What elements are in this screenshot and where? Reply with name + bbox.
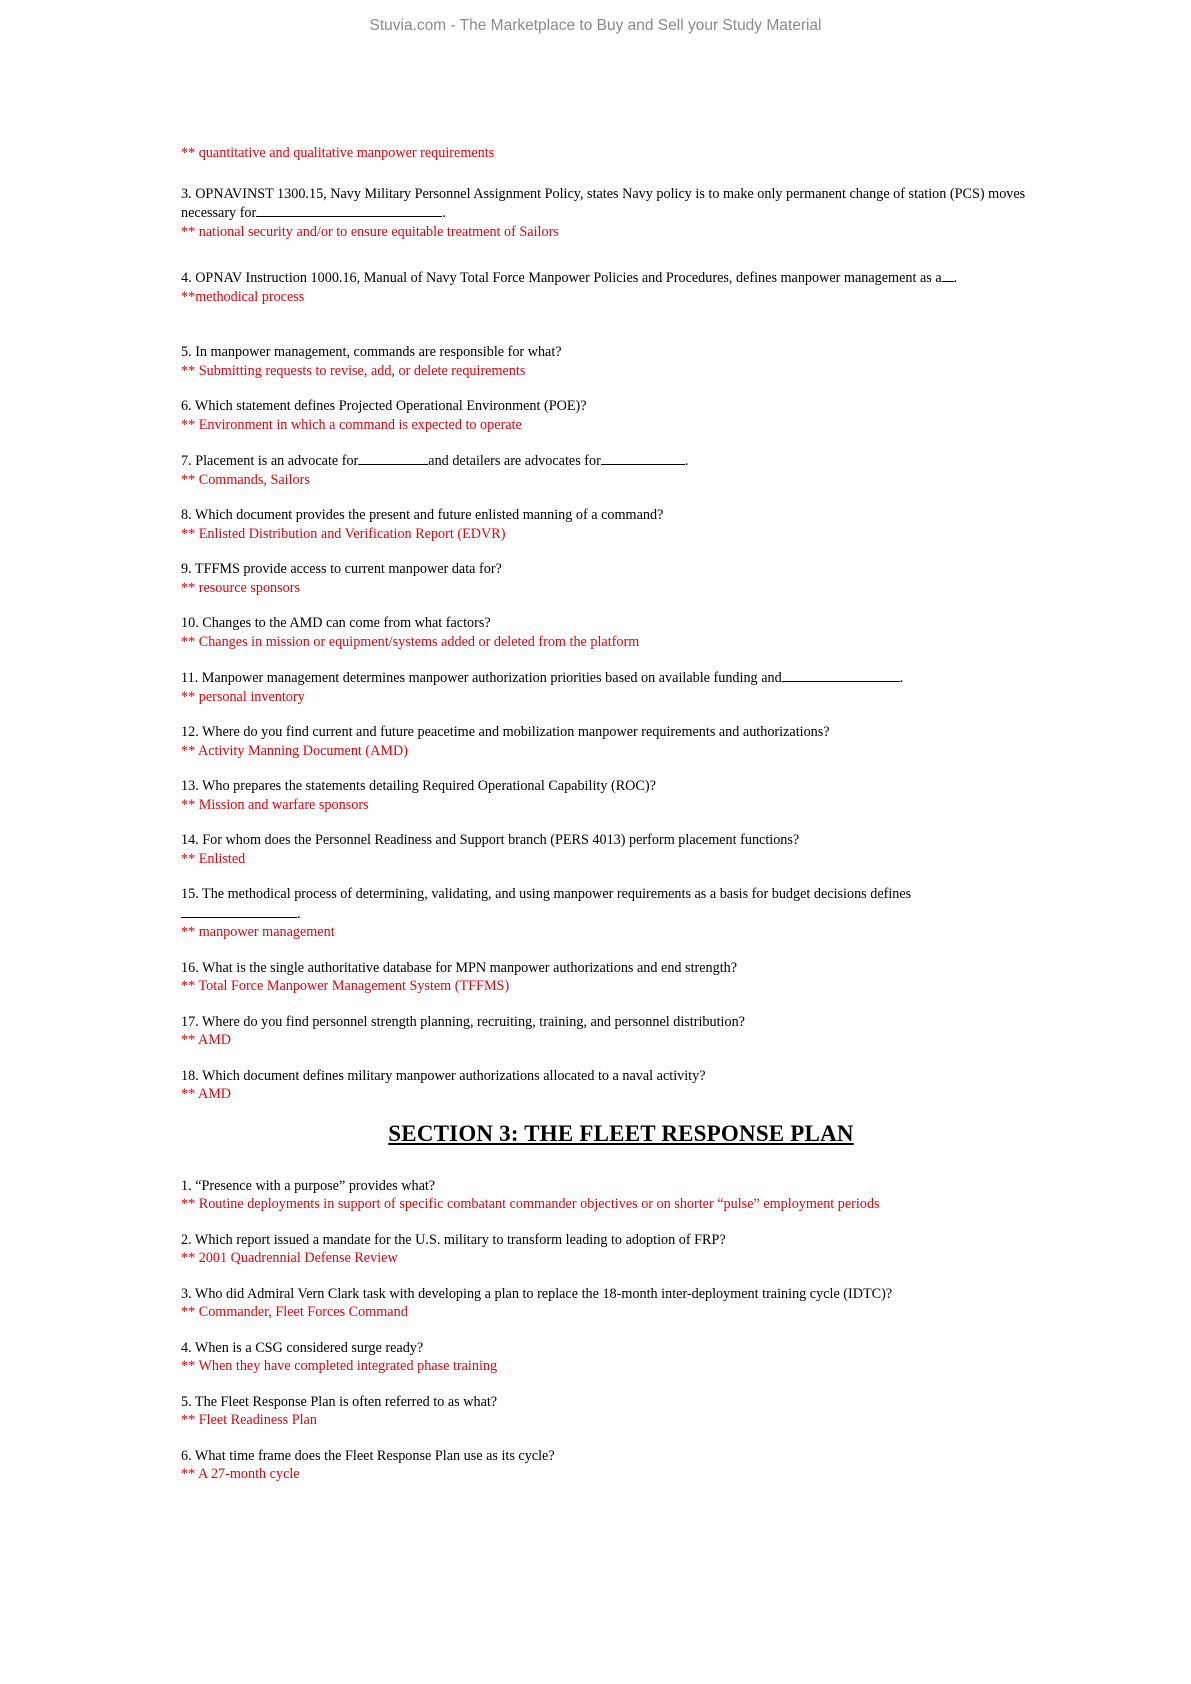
question-text: 1. “Presence with a purpose” provides what? xyxy=(181,1177,436,1194)
answer-blank xyxy=(942,268,954,282)
question-text: 4. When is a CSG considered surge ready? xyxy=(181,1339,424,1356)
question-text: 6. What time frame does the Fleet Response Plan use as its cycle? xyxy=(181,1447,555,1464)
qa-item xyxy=(181,1013,1061,1050)
answer-text: ** Fleet Readiness Plan xyxy=(181,1412,317,1428)
question-text xyxy=(181,185,1061,223)
question-text: 17. Where do you find personnel strength planning, recruiting, training, and personnel distribution? xyxy=(181,1013,745,1030)
qa-item xyxy=(181,885,1061,942)
qa-item xyxy=(181,1393,1061,1430)
qa-item xyxy=(181,1177,1061,1214)
answer-text: ** Enlisted xyxy=(181,850,246,867)
answer-text: ** Commands, Sailors xyxy=(181,471,310,488)
qa-item xyxy=(181,560,1061,597)
answer-text: **methodical process xyxy=(181,288,305,305)
answer-text: ** Mission and warfare sponsors xyxy=(181,796,369,813)
answer-text: ** national security and/or to ensure equitable treatment of Sailors xyxy=(181,223,559,240)
question-text: 18. Which document defines military manpower authorizations allocated to a naval activity? xyxy=(181,1067,706,1084)
answer-text: ** manpower management xyxy=(181,924,335,940)
question-text: 14. For whom does the Personnel Readiness and Support branch (PERS 4013) perform placement functions? xyxy=(181,832,800,848)
qa-item xyxy=(181,268,1061,306)
answer-blank xyxy=(601,451,685,465)
qa-item xyxy=(181,506,1061,543)
qa-item xyxy=(181,343,1061,380)
qa-item xyxy=(181,1339,1061,1376)
question-text: 10. Changes to the AMD can come from what factors? xyxy=(181,615,491,631)
answer-text: ** A 27-month cycle xyxy=(181,1466,300,1482)
document-body xyxy=(181,144,1061,1501)
answer-text: ** Environment in which a command is expected to operate xyxy=(181,416,522,433)
qa-item xyxy=(181,777,1061,814)
qa-item xyxy=(181,668,1061,706)
answer-text: ** quantitative and qualitative manpower requirements xyxy=(181,145,495,161)
answer-text: ** Changes in mission or equipment/systems added or deleted from the platform xyxy=(181,633,640,650)
answer-text: ** 2001 Quadrennial Defense Review xyxy=(181,1250,398,1266)
question-end: . xyxy=(899,670,904,686)
answer-blank xyxy=(782,668,900,682)
answer-blank xyxy=(256,203,442,217)
section-heading: SECTION 3: THE FLEET RESPONSE PLAN xyxy=(388,1120,854,1146)
qa-item xyxy=(181,1447,1061,1484)
answer-blank xyxy=(358,451,428,465)
answer-text: ** Total Force Manpower Management System (TFFMS) xyxy=(181,978,510,994)
question-text: 6. Which statement defines Projected Operational Environment (POE)? xyxy=(181,398,587,414)
question-label: 4. OPNAV Instruction 1000.16, Manual of Navy Total Force Manpower Policies and Procedures, defines manpower management as a xyxy=(181,270,942,286)
question-end: . xyxy=(684,453,689,469)
question-text: 9. TFFMS provide access to current manpower data for? xyxy=(181,561,502,577)
question-end: . xyxy=(297,905,301,922)
qa-item xyxy=(181,1285,1061,1322)
question-label: 11. Manpower management determines manpower authorization priorities based on available funding and xyxy=(181,670,782,686)
answer-text: ** When they have completed integrated phase training xyxy=(181,1358,498,1374)
answer-text: ** Enlisted Distribution and Verification Report (EDVR) xyxy=(181,525,506,542)
qa-item xyxy=(181,185,1061,242)
qa-item xyxy=(181,451,1061,489)
page-header: Stuvia.com - The Marketplace to Buy and Sell your Study Material xyxy=(369,17,822,34)
question-text xyxy=(181,885,1061,923)
question-text: 3. Who did Admiral Vern Clark task with developing a plan to replace the 18-month inter-deployment training cycle (IDTC)? xyxy=(181,1285,893,1302)
answer-text: ** resource sponsors xyxy=(181,579,300,596)
question-text xyxy=(181,268,1061,288)
question-label: and detailers are advocates for xyxy=(428,453,601,469)
qa-item xyxy=(181,397,1061,434)
answer-text: ** AMD xyxy=(181,1032,232,1048)
question-end: . xyxy=(953,270,958,286)
question-text xyxy=(181,451,1061,471)
question-text: 2. Which report issued a mandate for the U.S. military to transform leading to adoption of FRP? xyxy=(181,1231,726,1248)
question-text: 8. Which document provides the present and future enlisted manning of a command? xyxy=(181,507,664,523)
qa-item xyxy=(181,831,1061,868)
answer-text: ** AMD xyxy=(181,1086,232,1102)
answer-text: ** Commander, Fleet Forces Command xyxy=(181,1304,408,1320)
answer-text: ** Submitting requests to revise, add, or delete requirements xyxy=(181,362,526,379)
question-label: 3. OPNAVINST 1300.15, Navy Military Personnel Assignment Policy, states Navy policy is to make only permanent change of station (PCS) moves necessary for xyxy=(181,185,1026,221)
qa-item xyxy=(181,614,1061,651)
question-text: 16. What is the single authoritative database for MPN manpower authorizations and end strength? xyxy=(181,959,738,976)
question-label: 7. Placement is an advocate for xyxy=(181,453,359,469)
qa-item xyxy=(181,1067,1061,1104)
question-text: 12. Where do you find current and future peacetime and mobilization manpower requirements and authorizations? xyxy=(181,724,830,740)
qa-item xyxy=(181,959,1061,996)
answer-text: ** Routine deployments in support of specific combatant commander objectives or on shorter “pulse” employment periods xyxy=(181,1196,880,1212)
answer-text: ** personal inventory xyxy=(181,688,305,705)
question-label: 15. The methodical process of determining, validating, and using manpower requirements as a basis for budget decisions defines xyxy=(181,886,912,902)
qa-item xyxy=(181,1231,1061,1268)
question-text: 13. Who prepares the statements detailing Required Operational Capability (ROC)? xyxy=(181,778,656,794)
question-text: 5. The Fleet Response Plan is often referred to as what? xyxy=(181,1393,498,1410)
question-end: . xyxy=(442,205,446,221)
answer-text: ** Activity Manning Document (AMD) xyxy=(181,742,408,759)
qa-item xyxy=(181,723,1061,760)
question-text xyxy=(181,668,1061,688)
qa-item xyxy=(181,144,1061,163)
question-text: 5. In manpower management, commands are responsible for what? xyxy=(181,344,562,360)
answer-blank xyxy=(181,904,297,918)
